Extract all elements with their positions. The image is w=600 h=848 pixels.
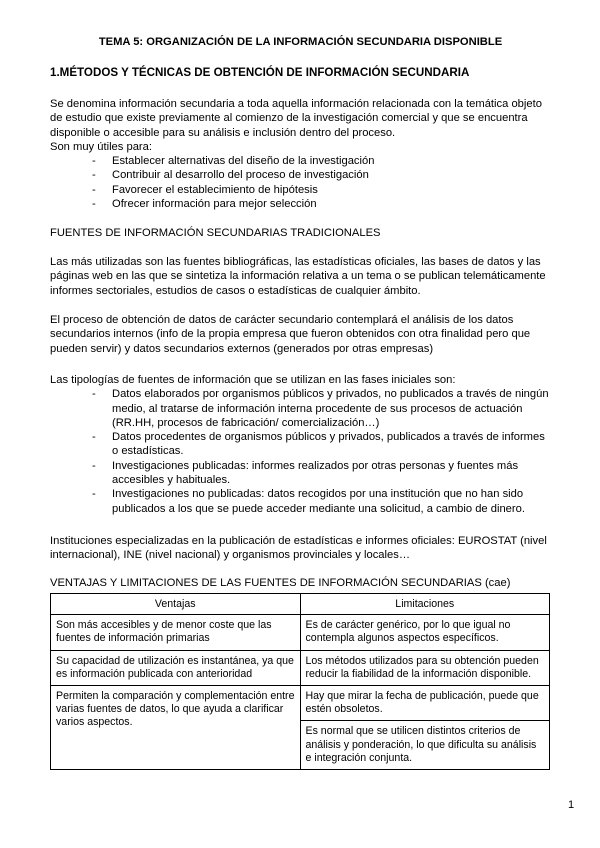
list-item: - Investigaciones no publicadas: datos recogidos por una institución que no han sido publicados a los que se puede acceder mediante una solicitud, a cambio de dinero. xyxy=(50,487,550,516)
table-cell: Hay que mirar la fecha de publicación, puede que estén obsoletos. xyxy=(300,686,550,721)
page-number: 1 xyxy=(568,799,575,811)
traditional-block xyxy=(50,255,550,298)
section-heading-methods: 1.MÉTODOS Y TÉCNICAS DE OBTENCIÓN DE INFORMACIÓN SECUNDARIA xyxy=(50,66,470,79)
list-item: - Favorecer el establecimiento de hipótesis xyxy=(50,183,550,197)
typologies-block xyxy=(50,373,550,516)
advantages-limitations-table xyxy=(50,593,550,770)
table-heading: VENTAJAS Y LIMITACIONES DE LAS FUENTES DE INFORMACIÓN SECUNDARIAS (cae) xyxy=(50,577,511,589)
table-cell: Es normal que se utilicen distintos criterios de análisis y ponderación, lo que dificulta su análisis e integración conjunta. xyxy=(300,721,550,770)
typologies-list xyxy=(50,387,550,516)
institutions-block xyxy=(50,534,550,563)
process-block xyxy=(50,313,550,356)
list-item: - Investigaciones publicadas: informes realizados por otras personas y fuentes más accesibles y habituales. xyxy=(50,459,550,488)
typologies-intro: Las tipologías de fuentes de información que se utilizan en las fases iniciales son: xyxy=(50,374,456,386)
institutions-paragraph: Instituciones especializadas en la publicación de estadísticas e informes oficiales: EUROSTAT (nivel internacional), INE (nivel nacional) y organismos provinciales y locales… xyxy=(50,535,547,562)
table-header-row xyxy=(51,594,550,615)
list-item: - Establecer alternativas del diseño de la investigación xyxy=(50,154,550,168)
useful-for-label: Son muy útiles para: xyxy=(50,140,152,153)
column-header-limitations: Limitaciones xyxy=(300,594,550,615)
table-row xyxy=(51,650,550,685)
intro-block xyxy=(50,97,550,211)
traditional-sources-heading: FUENTES DE INFORMACIÓN SECUNDARIAS TRADICIONALES xyxy=(50,227,381,239)
table-row xyxy=(51,615,550,650)
column-header-advantages: Ventajas xyxy=(51,594,301,615)
table-cell: Es de carácter genérico, por lo que igual no contempla algunos aspectos específicos. xyxy=(300,615,550,650)
traditional-paragraph: Las más utilizadas son las fuentes bibliográficas, las estadísticas oficiales, las bases de datos y las páginas web en las que se sintetiza la información relativa a un tema o se publican telemáticamente informes sectoriales, estudios de casos o estadísticas de cualquier ámbito. xyxy=(50,256,546,297)
table-cell: Son más accesibles y de menor coste que las fuentes de información primarias xyxy=(51,615,301,650)
page-title: TEMA 5: ORGANIZACIÓN DE LA INFORMACIÓN SECUNDARIA DISPONIBLE xyxy=(98,36,503,48)
intro-paragraph: Se denomina información secundaria a toda aquella información relacionada con la temática objeto de estudio que existe previamente al comienzo de la investigación comercial y que se encuentra disponible o accesible para su análisis e inclusión dentro del proceso. xyxy=(50,98,542,139)
list-item: - Contribuir al desarrollo del proceso de investigación xyxy=(50,168,550,182)
table-cell: Su capacidad de utilización es instantánea, ya que es información publicada con anterioridad xyxy=(51,650,301,685)
table-cell: Permiten la comparación y complementación entre varias fuentes de datos, lo que ayuda a clarificar varios aspectos. xyxy=(51,686,301,770)
table-cell: Los métodos utilizados para su obtención pueden reducir la fiabilidad de la información disponible. xyxy=(300,650,550,685)
list-item: - Datos elaborados por organismos públicos y privados, no publicados a través de ningún medio, al tratarse de información interna procedente de sus procesos de actuación (RR.HH, procesos de fabricación/ comercialización…) xyxy=(50,387,550,430)
table-row xyxy=(51,686,550,721)
list-item: - Datos procedentes de organismos públicos y privados, publicados a través de informes o estadísticas. xyxy=(50,430,550,459)
list-item: - Ofrecer información para mejor selección xyxy=(50,197,550,211)
useful-for-list xyxy=(50,154,550,211)
process-paragraph: El proceso de obtención de datos de carácter secundario contemplará el análisis de los datos secundarios internos (info de la propia empresa que fueron obtenidos con otra finalidad pero que pueden servir) y datos secundarios externos (generados por otras empresas) xyxy=(50,314,531,355)
